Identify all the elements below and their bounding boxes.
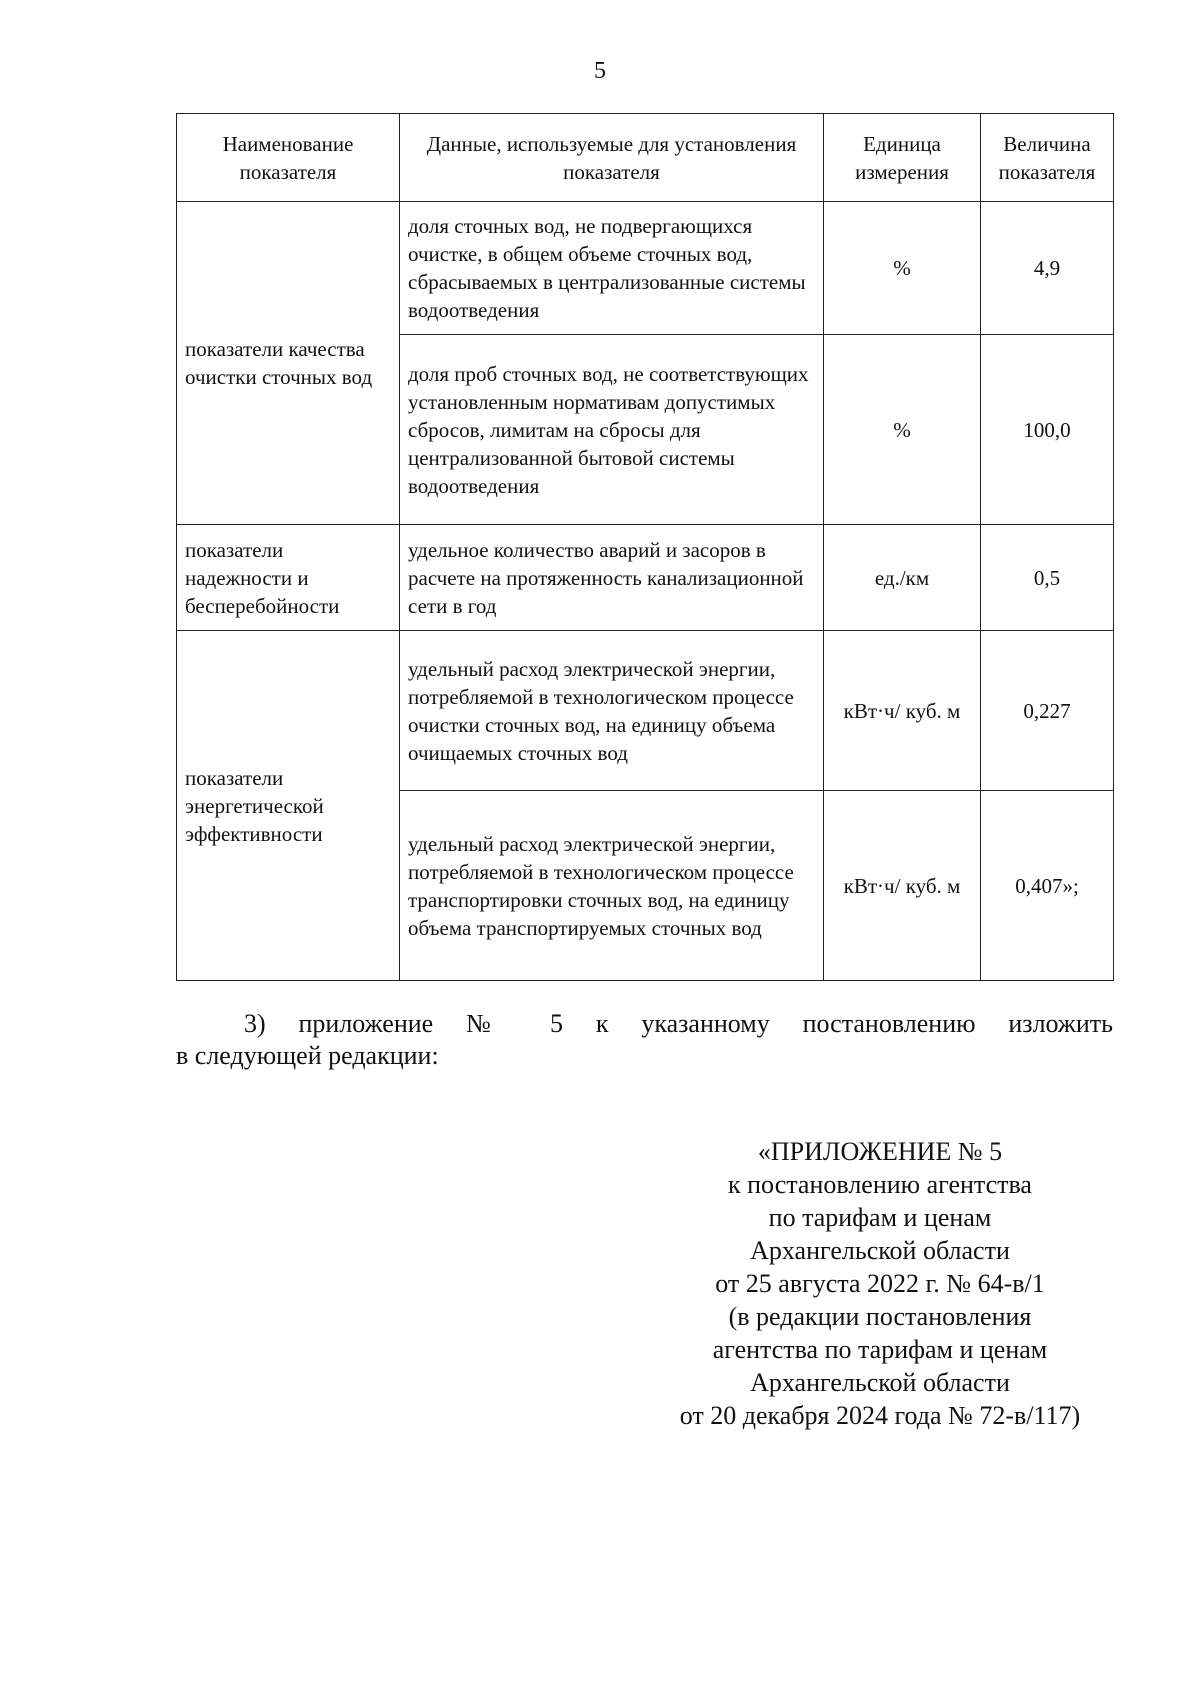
appendix-line: от 25 августа 2022 г. № 64-в/1 [715,1269,1045,1298]
header-unit: Единица измерения [824,114,981,202]
appendix-line: (в редакции постановления [728,1302,1032,1331]
header-source-data: Данные, используемые для установления показателя [400,114,824,202]
table-row [177,202,1114,335]
unit-cell: ед./км [824,525,981,631]
appendix-line: к постановлению агентства [728,1170,1032,1199]
group-cell-reliability: показатели надежности и бесперебойности [177,525,400,631]
indicators-table [176,113,1114,981]
data-cell: доля сточных вод, не подвергающихся очистке, в общем объеме сточных вод, сбрасываемых в централизованные системы водоотведения [400,202,824,335]
paragraph-line-1: 3) приложение № 5 к указанному постановлению изложить [244,1009,1113,1038]
appendix-line: «ПРИЛОЖЕНИЕ № 5 [757,1137,1003,1166]
paragraph-line-2: в следующей редакции: [176,1041,439,1070]
unit-cell: % [824,335,981,525]
appendix-line: по тарифам и ценам [768,1203,992,1232]
value-cell: 100,0 [981,335,1114,525]
data-cell: удельный расход электрической энергии, потребляемой в технологическом процессе очистки сточных вод, на единицу объема очищаемых сточных вод [400,631,824,791]
value-cell: 4,9 [981,202,1114,335]
table-row [177,631,1114,791]
unit-cell: кВт·ч/ куб. м [824,631,981,791]
appendix-heading [620,1135,1140,1432]
value-cell: 0,227 [981,631,1114,791]
page-number: 5 [594,58,606,84]
table-header-row [177,114,1114,202]
appendix-line: агентства по тарифам и ценам [712,1335,1048,1364]
header-indicator-name: Наименование показателя [177,114,400,202]
unit-cell: % [824,202,981,335]
group-cell-treatment-quality: показатели качества очистки сточных вод [177,202,400,525]
data-cell: удельный расход электрической энергии, потребляемой в технологическом процессе транспортировки сточных вод, на единицу объема транспортируемых сточных вод [400,791,824,981]
appendix-line: Архангельской области [750,1236,1010,1265]
data-cell: доля проб сточных вод, не соответствующих установленным нормативам допустимых сбросов, лимитам на сбросы для централизованной бытовой системы водоотведения [400,335,824,525]
appendix-line: Архангельской области [750,1368,1010,1397]
appendix-line: от 20 декабря 2024 года № 72-в/117) [679,1401,1081,1430]
header-value: Величина показателя [981,114,1114,202]
value-cell: 0,5 [981,525,1114,631]
table-row [177,525,1114,631]
data-cell: удельное количество аварий и засоров в расчете на протяженность канализационной сети в год [400,525,824,631]
unit-cell: кВт·ч/ куб. м [824,791,981,981]
group-cell-energy-efficiency: показатели энергетической эффективности [177,631,400,981]
value-cell: 0,407»; [981,791,1114,981]
